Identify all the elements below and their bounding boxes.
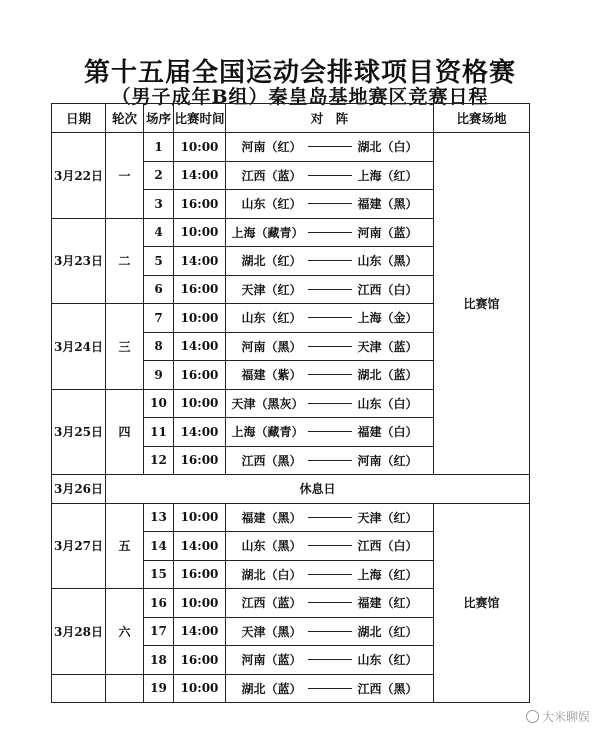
matchup-cell — [226, 361, 434, 390]
away-team: 福建（红） — [357, 596, 418, 611]
time-cell: 16:00 — [174, 446, 226, 475]
header-time: 比赛时间 — [174, 104, 226, 133]
time-cell: 10:00 — [174, 674, 226, 703]
away-team: 江西（白） — [357, 539, 418, 554]
away-team: 江西（白） — [357, 282, 418, 297]
away-team: 河南（红） — [357, 453, 418, 468]
date-cell: 3月27日 — [52, 503, 106, 589]
time-cell: 10:00 — [174, 304, 226, 333]
date-cell: 3月23日 — [52, 218, 106, 304]
time-cell: 14:00 — [174, 247, 226, 276]
matchup-cell — [226, 275, 434, 304]
time-cell: 16:00 — [174, 275, 226, 304]
seq-cell: 7 — [144, 304, 174, 333]
away-team: 山东（红） — [357, 653, 418, 668]
versus-line — [308, 602, 352, 603]
round-cell: 六 — [106, 589, 144, 675]
header-venue: 比赛场地 — [434, 104, 530, 133]
away-team: 天津（红） — [357, 510, 418, 525]
versus-line — [308, 545, 352, 546]
table-row — [52, 133, 530, 162]
home-team: 江西（黑） — [241, 453, 302, 468]
seq-cell: 3 — [144, 190, 174, 219]
home-team: 山东（黑） — [241, 539, 302, 554]
matchup-cell — [226, 247, 434, 276]
versus-line — [308, 346, 352, 347]
versus-line — [308, 317, 352, 318]
matchup-cell — [226, 589, 434, 618]
matchup-cell — [226, 446, 434, 475]
table-row — [52, 503, 530, 532]
time-cell: 10:00 — [174, 503, 226, 532]
seq-cell: 2 — [144, 161, 174, 190]
time-cell: 14:00 — [174, 532, 226, 561]
matchup-cell — [226, 503, 434, 532]
round-cell: 三 — [106, 304, 144, 390]
versus-line — [308, 431, 352, 432]
versus-line — [308, 260, 352, 261]
seq-cell: 10 — [144, 389, 174, 418]
watermark-text: 大米聊娱 — [541, 710, 590, 724]
seq-cell: 11 — [144, 418, 174, 447]
date-cell: 3月28日 — [52, 589, 106, 675]
seq-cell: 14 — [144, 532, 174, 561]
time-cell: 10:00 — [174, 389, 226, 418]
seq-cell: 9 — [144, 361, 174, 390]
versus-line — [308, 659, 352, 660]
matchup-cell — [226, 161, 434, 190]
away-team: 福建（黑） — [357, 197, 418, 212]
header-matchup: 对 阵 — [226, 104, 434, 133]
versus-line — [308, 289, 352, 290]
seq-cell: 18 — [144, 646, 174, 675]
venue-cell: 比赛馆 — [434, 503, 530, 703]
watermark — [526, 708, 590, 725]
matchup-cell — [226, 218, 434, 247]
matchup-cell — [226, 133, 434, 162]
seq-cell: 19 — [144, 674, 174, 703]
home-team: 湖北（红） — [241, 254, 302, 269]
page-title: 第十五届全国运动会排球项目资格赛 — [83, 58, 516, 88]
time-cell: 10:00 — [174, 218, 226, 247]
home-team: 天津（黑灰） — [231, 396, 304, 411]
date-cell — [52, 674, 106, 703]
header-seq: 场序 — [144, 104, 174, 133]
round-cell: 四 — [106, 389, 144, 475]
away-team: 上海（红） — [357, 168, 418, 183]
date-cell: 3月22日 — [52, 133, 106, 219]
home-team: 江西（蓝） — [241, 596, 302, 611]
watermark-logo-icon — [526, 710, 539, 723]
matchup-cell — [226, 617, 434, 646]
date-cell: 3月24日 — [52, 304, 106, 390]
matchup-cell — [226, 190, 434, 219]
time-cell: 10:00 — [174, 133, 226, 162]
away-team: 湖北（蓝） — [357, 368, 418, 383]
matchup-cell — [226, 418, 434, 447]
away-team: 福建（白） — [357, 425, 418, 440]
time-cell: 16:00 — [174, 560, 226, 589]
away-team: 山东（黑） — [357, 254, 418, 269]
home-team: 河南（黑） — [241, 339, 302, 354]
home-team: 福建（紫） — [241, 368, 302, 383]
seq-cell: 12 — [144, 446, 174, 475]
header-round: 轮次 — [106, 104, 144, 133]
time-cell: 16:00 — [174, 361, 226, 390]
home-team: 山东（红） — [241, 197, 302, 212]
home-team: 上海（藏青） — [231, 225, 304, 240]
versus-line — [308, 203, 352, 204]
home-team: 河南（蓝） — [241, 653, 302, 668]
home-team: 江西（蓝） — [241, 168, 302, 183]
home-team: 湖北（白） — [241, 567, 302, 582]
versus-line — [308, 175, 352, 176]
versus-line — [308, 574, 352, 575]
rest-day-label: 休息日 — [106, 475, 530, 504]
time-cell: 10:00 — [174, 589, 226, 618]
round-cell: 五 — [106, 503, 144, 589]
versus-line — [308, 403, 352, 404]
away-team: 上海（红） — [357, 567, 418, 582]
matchup-cell — [226, 332, 434, 361]
versus-line — [308, 688, 352, 689]
matchup-cell — [226, 646, 434, 675]
seq-cell: 16 — [144, 589, 174, 618]
home-team: 湖北（蓝） — [241, 681, 302, 696]
home-team: 福建（黑） — [241, 510, 302, 525]
rest-day-row — [52, 475, 530, 504]
versus-line — [308, 374, 352, 375]
away-team: 河南（蓝） — [357, 225, 418, 240]
home-team: 天津（黑） — [241, 624, 302, 639]
versus-line — [308, 146, 352, 147]
venue-cell: 比赛馆 — [434, 133, 530, 475]
time-cell: 14:00 — [174, 617, 226, 646]
seq-cell: 8 — [144, 332, 174, 361]
versus-line — [308, 460, 352, 461]
time-cell: 14:00 — [174, 161, 226, 190]
matchup-cell — [226, 560, 434, 589]
seq-cell: 15 — [144, 560, 174, 589]
matchup-cell — [226, 532, 434, 561]
table-header-row — [52, 104, 530, 133]
date-cell: 3月26日 — [52, 475, 106, 504]
matchup-cell — [226, 304, 434, 333]
versus-line — [308, 232, 352, 233]
matchup-cell — [226, 674, 434, 703]
away-team: 湖北（红） — [357, 624, 418, 639]
home-team: 上海（藏青） — [231, 425, 304, 440]
away-team: 江西（黑） — [357, 681, 418, 696]
seq-cell: 17 — [144, 617, 174, 646]
seq-cell: 1 — [144, 133, 174, 162]
seq-cell: 4 — [144, 218, 174, 247]
time-cell: 14:00 — [174, 332, 226, 361]
versus-line — [308, 517, 352, 518]
matchup-cell — [226, 389, 434, 418]
versus-line — [308, 631, 352, 632]
away-team: 湖北（白） — [357, 140, 418, 155]
away-team: 天津（蓝） — [357, 339, 418, 354]
home-team: 河南（红） — [241, 140, 302, 155]
home-team: 天津（红） — [241, 282, 302, 297]
seq-cell: 5 — [144, 247, 174, 276]
away-team: 上海（金） — [357, 311, 418, 326]
page-subtitle: （男子成年B组）秦皇岛基地赛区竞赛日程 — [111, 86, 489, 108]
round-cell: 一 — [106, 133, 144, 219]
time-cell: 16:00 — [174, 646, 226, 675]
round-cell: 二 — [106, 218, 144, 304]
away-team: 山东（白） — [357, 396, 418, 411]
home-team: 山东（红） — [241, 311, 302, 326]
schedule-table — [51, 103, 530, 703]
time-cell: 16:00 — [174, 190, 226, 219]
time-cell: 14:00 — [174, 418, 226, 447]
date-cell: 3月25日 — [52, 389, 106, 475]
seq-cell: 13 — [144, 503, 174, 532]
round-cell — [106, 674, 144, 703]
seq-cell: 6 — [144, 275, 174, 304]
header-date: 日期 — [52, 104, 106, 133]
